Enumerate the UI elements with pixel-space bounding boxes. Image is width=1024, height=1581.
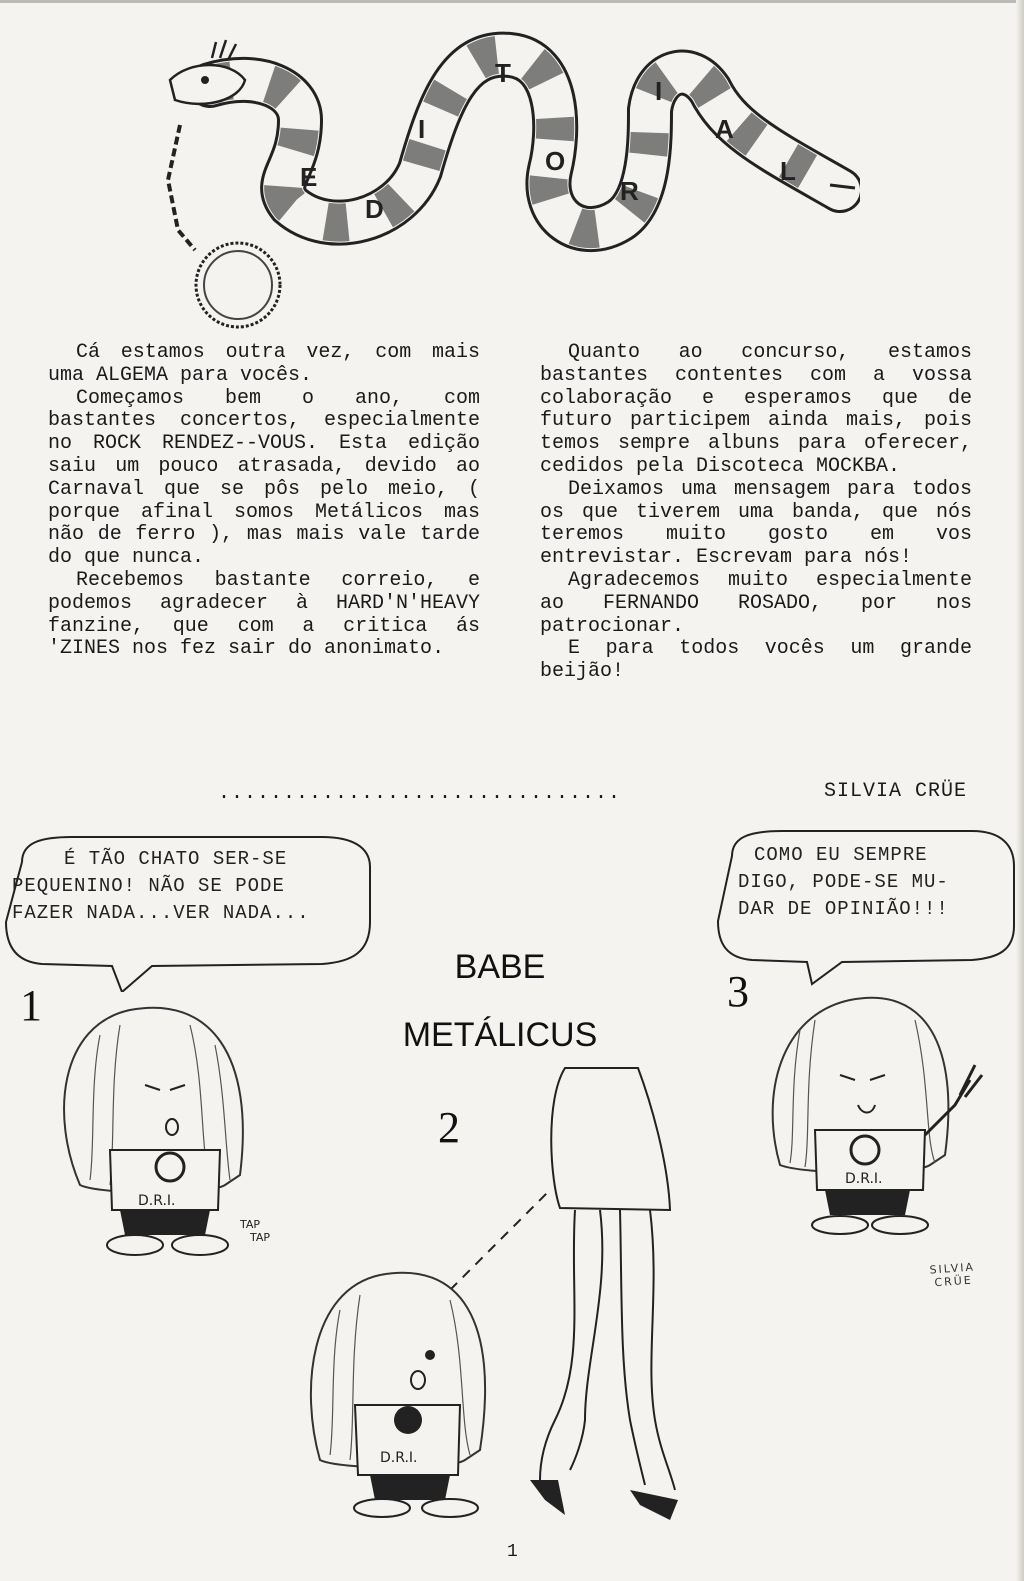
editorial-masthead — [150, 30, 860, 340]
panel-number-2: 2 — [438, 1103, 460, 1152]
comic-title-line: BABE — [454, 948, 546, 986]
speech-bubble-1-text — [12, 846, 310, 927]
artist-credit — [929, 1260, 976, 1289]
editorial-signature: SILVIA CRÜE — [824, 780, 968, 803]
long-haired-kid-panel-3 — [760, 985, 990, 1245]
svg-text:O: O — [545, 146, 566, 176]
shirt-text: D.R.I. — [380, 1450, 418, 1466]
legs-and-kid-panel-2 — [300, 1060, 680, 1530]
bubble-line: PEQUENINO! NÃO SE PODE — [12, 875, 285, 897]
editorial-paragraph: Começamos bem o ano, com bastantes concertos, especialmente no ROCK RENDEZ--VOUS. Esta edição saiu um pouco atrasada, devido ao Carnaval que se pôs pelo meio, ( porque afinal somos Metálicos mas não de ferro ), mas mais vale tarde do que nunca. — [48, 386, 480, 570]
comic-title — [360, 950, 640, 1052]
bubble-line: DAR DE OPINIÃO!!! — [738, 898, 949, 920]
page-number: 1 — [507, 1542, 518, 1562]
svg-text:I: I — [655, 76, 663, 106]
svg-text:A: A — [715, 114, 734, 144]
editorial-right-column — [540, 342, 972, 684]
page-edge — [0, 0, 1024, 3]
credit-line: CRÜE — [934, 1273, 974, 1290]
speech-bubble-3-text — [738, 842, 949, 923]
editorial-left-column — [48, 342, 480, 661]
editorial-paragraph: Deixamos uma mensagem para todos os que tiverem uma banda, que nós teremos muito gosto em vos entrevistar. Escrevam para nós! — [540, 477, 972, 570]
svg-text:T: T — [495, 58, 511, 88]
sound-effect-line: TAP — [240, 1218, 261, 1231]
editorial-paragraph: E para todos vocês um grande beijão! — [540, 637, 972, 684]
editorial-paragraph: Cá estamos outra vez, com mais uma ALGEMA para vocês. — [48, 341, 480, 387]
svg-text:L: L — [780, 156, 796, 186]
editorial-paragraph: Agradecemos muito especialmente ao FERNANDO ROSADO, por nos patrocionar. — [540, 568, 972, 638]
bubble-line: É TÃO CHATO SER-SE — [64, 848, 288, 870]
bubble-line: DIGO, PODE-SE MU- — [738, 871, 949, 893]
svg-text:I: I — [418, 114, 426, 144]
shirt-text: D.R.I. — [138, 1193, 176, 1209]
comic-title-line: METÁLICUS — [402, 1016, 598, 1054]
svg-text:D: D — [365, 194, 384, 224]
editorial-paragraph: Recebemos bastante correio, e podemos agradecer à HARD'N'HEAVY fanzine, que com a critica ás 'ZINES nos fez sair do anonimato. — [48, 568, 480, 661]
dotted-separator: ............................... — [218, 782, 622, 805]
svg-text:E: E — [300, 162, 318, 192]
bubble-line: FAZER NADA...VER NADA... — [12, 902, 310, 924]
bubble-line: COMO EU SEMPRE — [754, 844, 928, 866]
svg-text:R: R — [620, 176, 639, 206]
credit-line: SILVIA — [929, 1260, 976, 1277]
shirt-text: D.R.I. — [845, 1171, 883, 1187]
sound-effect-line: TAP — [250, 1231, 271, 1244]
panel-number-3: 3 — [727, 967, 749, 1016]
editorial-paragraph: Quanto ao concurso, estamos bastantes contentes com a vossa colaboração e esperamos que de futuro participem ainda mais, pois temos sempre albuns para oferecer, cedidos pela Discoteca MOCKBA. — [540, 341, 972, 478]
sound-effect-tap — [240, 1218, 270, 1244]
panel-number-1: 1 — [20, 981, 42, 1030]
page-edge-shadow — [1016, 0, 1024, 1581]
